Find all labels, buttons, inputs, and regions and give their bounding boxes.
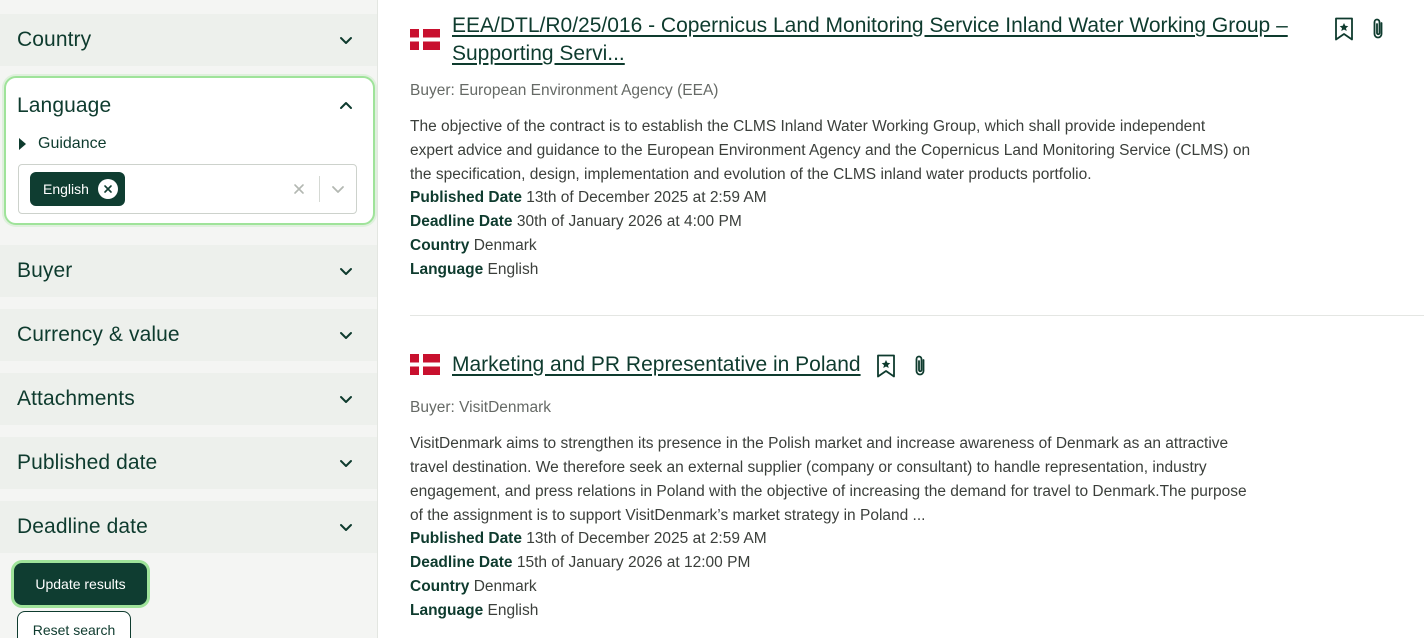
attachment-button[interactable] [1367,17,1389,41]
clear-icon [293,183,305,195]
deadline-date-value: 15th of January 2026 at 12:00 PM [516,554,751,571]
result-title-link[interactable] [452,12,1288,68]
country-row [410,578,537,596]
published-date-label: Published Date [410,530,522,547]
country-value: Denmark [473,578,537,595]
reset-search-button[interactable]: Reset search [17,611,131,638]
select-separator [319,176,320,202]
filter-published-date[interactable] [0,437,377,489]
result-title-line: Marketing and PR Representative in Poland [452,353,861,376]
update-results-button[interactable]: Update results [14,563,147,605]
guidance-toggle[interactable] [19,135,107,153]
description-line: The objective of the contract is to establish the CLMS Inland Water Working Group, which shall provide independent [410,118,1206,135]
filter-buyer[interactable] [0,245,377,297]
published-date-row [410,530,767,548]
close-icon [103,184,113,194]
country-value: Denmark [473,237,537,254]
published-date-label: Published Date [410,189,522,206]
clear-selection-button[interactable] [290,180,308,198]
result-description [410,432,1310,528]
published-date-value: 13th of December 2025 at 2:59 AM [526,530,767,547]
filter-attachments-label: Attachments [17,387,135,410]
filter-sidebar [0,0,378,638]
remove-chip-button[interactable] [98,179,118,199]
language-row [410,261,538,279]
filter-country[interactable] [0,14,377,66]
result-buyer: Buyer: VisitDenmark [410,399,551,416]
chevron-down-icon [339,328,353,342]
language-chip [30,172,125,206]
description-line: expert advice and guidance to the European Environment Agency and the Copernicus Land Monitoring Service (CLMS) on [410,142,1251,159]
result-description [410,115,1310,187]
description-line: travel destination. We therefore seek an external supplier (company or consultant) to handle representation, industry [410,459,1207,476]
filter-language[interactable] [6,78,373,134]
denmark-flag-icon [410,354,440,375]
language-row [410,602,538,620]
language-value: English [487,602,539,619]
chevron-down-icon [339,456,353,470]
paperclip-icon [1369,17,1387,41]
deadline-date-label: Deadline Date [410,213,513,230]
filter-published-label: Published date [17,451,158,474]
description-line: of the assignment is to support VisitDenmark’s market strategy in Poland ... [410,507,926,524]
filter-language-panel [4,76,375,225]
bookmark-star-icon [876,354,896,378]
filter-country-label: Country [17,28,92,51]
deadline-date-row [410,554,750,572]
chevron-down-icon [330,181,346,197]
language-select[interactable] [18,164,357,214]
chevron-down-icon [339,33,353,47]
chevron-down-icon [339,392,353,406]
filter-currency-label: Currency & value [17,323,180,346]
result-buyer: Buyer: European Environment Agency (EEA) [410,82,719,99]
language-label: Language [410,261,484,278]
filter-currency[interactable] [0,309,377,361]
result-divider [410,315,1424,316]
bookmark-button[interactable] [1333,17,1355,41]
deadline-date-label: Deadline Date [410,554,513,571]
country-label: Country [410,578,470,595]
chevron-down-icon [339,520,353,534]
published-date-value: 13th of December 2025 at 2:59 AM [526,189,767,206]
language-value: English [487,261,539,278]
bookmark-button[interactable] [875,354,897,378]
chevron-up-icon [339,99,353,113]
filter-language-label: Language [17,94,112,117]
result-title-link[interactable] [452,351,861,379]
filter-deadline-date[interactable] [0,501,377,553]
country-row [410,237,537,255]
deadline-date-value: 30th of January 2026 at 4:00 PM [516,213,742,230]
description-line: VisitDenmark aims to strengthen its presence in the Polish market and increase awareness of Denmark as an attractive [410,435,1229,452]
caret-right-icon [19,138,26,150]
filter-buyer-label: Buyer [17,259,73,282]
language-label: Language [410,602,484,619]
paperclip-icon [911,354,929,378]
guidance-label: Guidance [38,135,107,152]
denmark-flag-icon [410,29,440,50]
description-line: engagement, and press relations in Poland with the objective of increasing the demand for travel to Denmark.The purpose [410,483,1247,500]
attachment-button[interactable] [909,354,931,378]
filter-deadline-label: Deadline date [17,515,148,538]
result-title-line: EEA/DTL/R0/25/016 - Copernicus Land Monitoring Service Inland Water Working Group – [452,14,1288,37]
select-dropdown-button[interactable] [330,181,346,202]
bookmark-star-icon [1334,17,1354,41]
description-line: the specification, design, implementation and evolution of the CLMS inland water products portfolio. [410,166,1092,183]
chevron-down-icon [339,264,353,278]
filter-attachments[interactable] [0,373,377,425]
result-title-line: Supporting Servi... [452,42,625,65]
language-chip-label: English [43,181,89,197]
published-date-row [410,189,767,207]
country-label: Country [410,237,470,254]
deadline-date-row [410,213,742,231]
